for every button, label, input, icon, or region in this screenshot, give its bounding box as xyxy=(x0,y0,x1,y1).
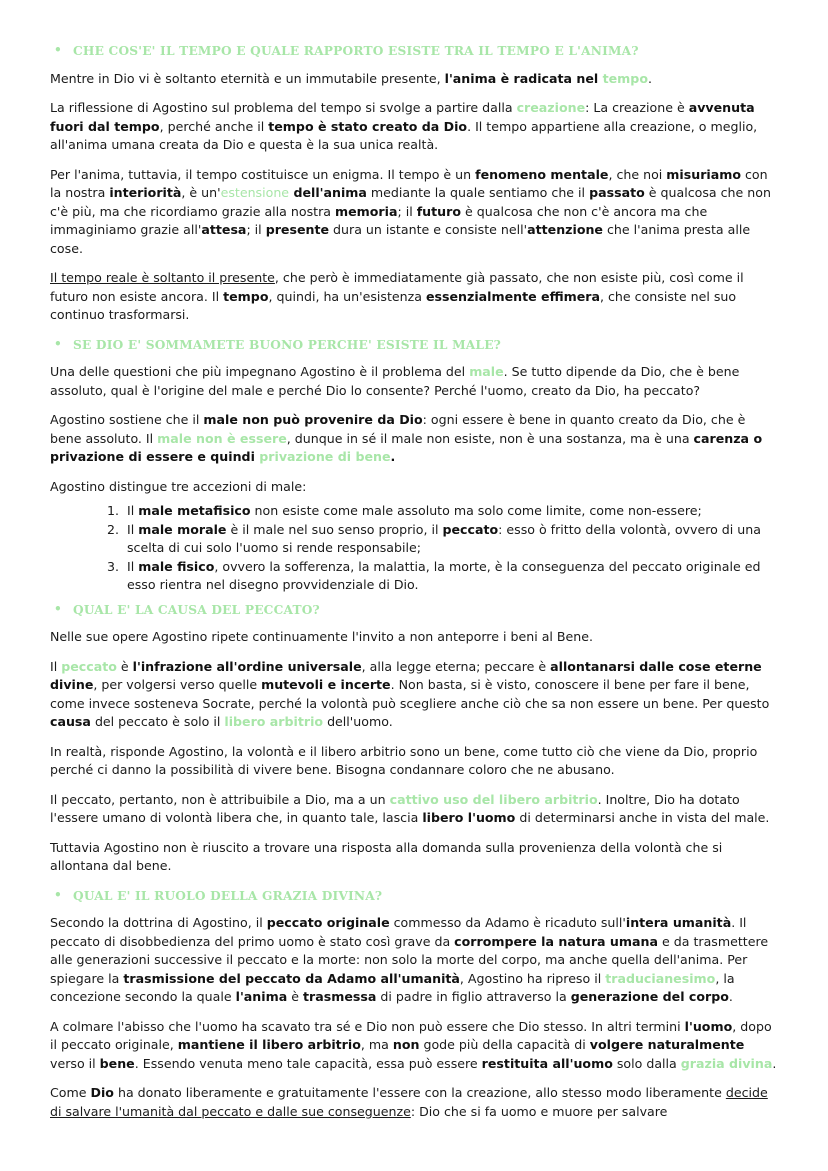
paragraph: Il tempo reale è soltanto il presente, che però è immediatamente già passato, che non esiste più, così come il futuro non esiste ancora. Il tempo, quindi, ha un'esistenza essenzialmente effimera, che consiste nel suo continuo trasformarsi. xyxy=(50,270,744,322)
paragraph: Il peccato, pertanto, non è attribuibile a Dio, ma a un cattivo uso del libero arbitrio. Inoltre, Dio ha dotato l'essere umano di volontà libera che, in quanto tale, lascia libero l'uomo di determinarsi anche in vista del male. xyxy=(50,791,770,825)
paragraph: Per l'anima, tuttavia, il tempo costituisce un enigma. Il tempo è un fenomeno mentale, che noi misuriamo con la nostra interiorità, è un'estensione dell'anima mediante la quale sentiamo che il passato è qualcosa che non c'è più, ma che ricordiamo grazie alla nostra memoria; il futuro è qualcosa che non c'è ancora ma che immaginiamo grazie all'attesa; il presente dura un istante e consiste nell'attenzione che l'anima presta alle cose. xyxy=(50,166,771,256)
list-item: 2. Il male morale è il male nel suo senso proprio, il peccato: esso ò fritto della volontà, ovvero di una scelta di cui solo l'uomo si rende responsabile; xyxy=(123,521,778,558)
paragraph: Agostino sostiene che il male non può provenire da Dio: ogni essere è bene in quanto creato da Dio, che è bene assoluto. Il male non è essere, dunque in sé il male non esiste, non è una sostanza, ma è una carenza o privazione di essere e quindi privazione di bene. xyxy=(50,412,763,464)
bullet-icon: • xyxy=(54,336,62,351)
document-page xyxy=(50,42,778,1132)
paragraph: A colmare l'abisso che l'uomo ha scavato tra sé e Dio non può essere che Dio stesso. In altri termini l'uomo, dopo il peccato originale, mantiene il libero arbitrio, ma non gode più della capacità di volgere naturalmente verso il bene. Essendo venuta meno tale capacità, essa può essere restituita all'uomo solo dalla grazia divina. xyxy=(50,1018,777,1071)
bullet-icon: • xyxy=(54,43,62,57)
section-heading-male: • SE DIO E' SOMMAMETE BUONO PERCHE' ESISTE IL MALE? xyxy=(54,336,502,352)
paragraph: Il peccato è l'infrazione all'ordine universale, alla legge eterna; peccare è allontanarsi dalle cose eterne divine, per volgersi verso quelle mutevoli e incerte. Non basta, si è visto, conoscere il bene per fare il bene, come invece sosteneva Socrate, perché la volontà può scegliere anche ciò che sa non essere un bene. Per questo causa del peccato è solo il libero arbitrio dell'uomo. xyxy=(50,658,770,729)
paragraph: Una delle questioni che più impegnano Agostino è il problema del male. Se tutto dipende da Dio, che è bene assoluto, qual è l'origine del male e perché Dio lo consente? Perché l'uomo, creato da Dio, ha peccato? xyxy=(50,364,740,398)
list-item: 3. Il male fisico, ovvero la sofferenza, la malattia, la morte, è la conseguenza del peccato originale ed esso rientra nel disegno provvidenziale di Dio. xyxy=(123,558,778,595)
paragraph: Come Dio ha donato liberamente e gratuitamente l'essere con la creazione, allo stesso modo liberamente decide di salvare l'umanità dal peccato e dalle sue conseguenze: Dio che si fa uomo e muore per salvare xyxy=(50,1085,768,1119)
male-types-list xyxy=(50,502,778,595)
paragraph: Tuttavia Agostino non è riuscito a trovare una risposta alla domanda sulla provenienza della volontà che si allontana dal bene. xyxy=(50,839,723,873)
bullet-icon: • xyxy=(54,887,62,902)
list-item: 1. Il male metafisico non esiste come male assoluto ma solo come limite, come non-essere; xyxy=(123,502,778,521)
section-heading-grazia: • QUAL E' IL RUOLO DELLA GRAZIA DIVINA? xyxy=(54,887,383,903)
paragraph: Nelle sue opere Agostino ripete continuamente l'invito a non anteporre i beni al Bene. xyxy=(50,629,594,644)
paragraph: Secondo la dottrina di Agostino, il peccato originale commesso da Adamo è ricaduto sull'intera umanità. Il peccato di disobbedienza del primo uomo è stato così grave da corrompere la natura umana e da trasmettere alle generazioni successive il peccato e la morte: non solo la morte del corpo, ma anche quella dell'anima. Per spiegare la trasmissione del peccato da Adamo all'umanità, Agostino ha ripreso il traducianesimo, la concezione secondo la quale l'anima è trasmessa di padre in figlio attraverso la generazione del corpo. xyxy=(50,915,769,1004)
bullet-icon: • xyxy=(54,601,62,616)
section-heading-tempo: • CHE COS'E' IL TEMPO E QUALE RAPPORTO ESISTE TRA IL TEMPO E L'ANIMA? xyxy=(54,43,639,58)
paragraph: Mentre in Dio vi è soltanto eternità e un immutabile presente, l'anima è radicata nel tempo. xyxy=(50,70,652,86)
paragraph: Agostino distingue tre accezioni di male: xyxy=(50,478,307,494)
section-heading-peccato: • QUAL E' LA CAUSA DEL PECCATO? xyxy=(54,601,320,617)
paragraph: La riflessione di Agostino sul problema del tempo si svolge a partire dalla creazione: La creazione è avvenuta fuori dal tempo, perché anche il tempo è stato creato da Dio. Il tempo appartiene alla creazione, o meglio, all'anima umana creata da Dio e questa è la sua unica realtà. xyxy=(50,100,758,152)
paragraph: In realtà, risponde Agostino, la volontà e il libero arbitrio sono un bene, come tutto ciò che viene da Dio, proprio perché ci danno la possibilità di vivere bene. Bisogna condannare coloro che ne abusano. xyxy=(50,743,758,777)
